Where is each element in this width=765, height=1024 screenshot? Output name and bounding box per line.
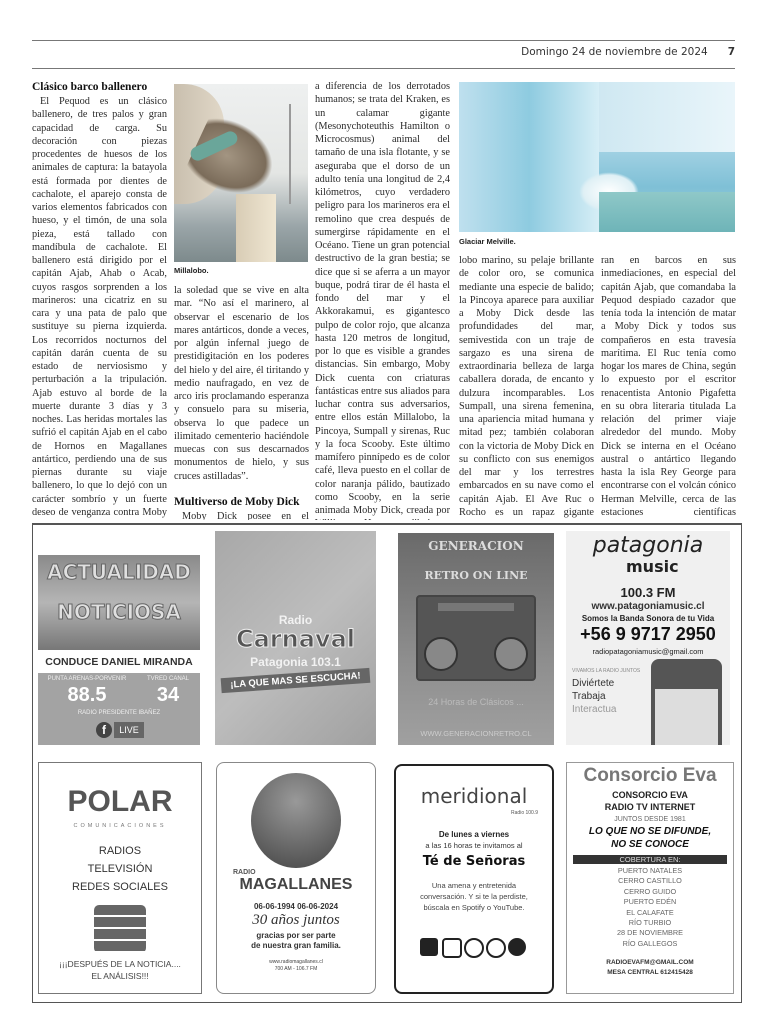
photo-caption: Millalobo. [174,266,209,275]
column-3 [315,80,450,520]
ad-slogan: ¡LA QUE MAS SE ESCUCHA! [221,668,371,693]
ad-title: ACTUALIDAD [47,560,191,584]
ad-text: COBERTURA EN: [573,855,727,864]
ad-text: conversación. Y si te la perdiste, [420,892,528,901]
ad-logo: MAGALLANES [239,876,353,893]
ad-text: EL ANÁLISIS!!! [91,971,149,981]
ad-logo: meridional [420,784,528,808]
ad-generacion-retro[interactable] [398,533,554,745]
place: CERRO GUIDO [623,886,677,896]
ad-text: ¡¡¡DESPUÉS DE LA NOTICIA.... [59,959,181,969]
ad-text: Patagonia 103.1 [250,655,341,669]
ad-polar-comunicaciones[interactable] [38,762,202,994]
ship-logo-icon [251,773,341,868]
ad-text: a las 16 horas te invitamos al [425,841,523,850]
ad-consorcio-eva[interactable] [566,762,734,994]
ad-patagonia-music[interactable] [566,531,730,745]
photo-caption: Glaciar Melville. [459,237,516,246]
spotify-icon [486,938,506,958]
glacier-photo [459,82,735,232]
ad-channel: 34 [156,684,180,706]
ad-text: RADIOS [98,845,142,857]
ad-text: 06-06-1994 06-06-2024 [253,902,339,911]
youtube-icon [508,938,526,956]
ad-text: COMUNICACIONES [73,823,167,829]
ad-text: Trabaja [572,691,606,702]
place: PUERTO NATALES [617,866,683,875]
coverage-list [567,866,733,949]
page-number: 7 [727,46,735,58]
paragraph: Moby Dick posee en el [182,510,309,520]
whatsapp-icon [464,938,484,958]
column-4 [459,254,594,520]
ad-phone: +56 9 9717 2950 [580,624,716,644]
ad-text: gracias por ser parte [256,931,336,940]
place: RÍO GALLEGOS [622,938,678,948]
ad-text: VIVAMOS LA RADIO JUNTOS [572,668,641,674]
ad-text: Radio 100.9 [511,810,538,816]
ad-email: RADIOEVAFM@GMAIL.COM [606,959,694,966]
ad-radio-carnaval[interactable] [215,531,376,745]
ad-logo: POLAR [67,785,173,818]
section-heading: Clásico barco ballenero [32,81,148,93]
ad-url: WWW.GENERACIONRETRO.CL [420,729,532,738]
ad-frequency: 100.3 FM [620,585,676,600]
ad-slogan: NO SE CONOCE [611,839,689,850]
ad-logo: Carnaval [236,625,355,653]
ad-text: De lunes a viernes [438,830,510,839]
paragraph: la soledad que se vive en alta mar. “No así el marinero, al observar el escenario de los mares antárticos, donde a veces, por algún infernal juego de prestidigitación en los poderes del hielo y del aire, él tiritando y medio naufragado, en vez de arco iris proclamando esperanza y consuelo para su miseria, observa lo que padece un ilimitado cementerio haciéndole muecas con sus descarnados monumentos de hielo, y sus cruces astilladas”. [174,285,309,482]
ad-text: 700 AM - 106.7 FM [274,966,318,972]
ad-text: de nuestra gran familia. [251,941,341,950]
ad-logo: music [626,557,679,576]
ad-phone: MESA CENTRAL 612415428 [607,969,693,976]
ad-show-title: Té de Señoras [422,854,526,869]
place: RÍO TURBIO [628,918,672,928]
phone-mockup [651,659,722,745]
column-1 [32,80,167,520]
ad-text: Una amena y entretenida [431,881,517,890]
ad-url: www.radiomagallanes.cl [269,959,323,965]
header-rule [32,68,735,69]
ad-radio-meridional[interactable] [394,764,554,994]
paragraph: lobo marino, su pelaje brillante de color oro, se comunica mediante una especie de balido; la Pincoya aparece para auxiliar a Moby Dick desde las profundidades del mar, semivestida con un traje de sargazo es una sirena de extraordinaria belleza de larga caballera dorada, de encanto y dulzura incomparables. Los Sumpall, una sirena femenina, una apariencia mitad humana y mitad pez; también colaboran con la victoria de Moby Dick en su conflicto con sus enemigos del mar y los terrestres embarcados en su nave como el capitán Ajab. El Ave Ruc o Rocho es un rapaz gigante [459,255,594,518]
top-rule [32,40,735,41]
facebook-icon [420,938,438,956]
ad-text: PUNTA ARENAS-PORVENIR [47,676,127,682]
facebook-icon: f [96,722,112,738]
instagram-icon [442,938,462,958]
ad-text: REDES SOCIALES [72,881,168,893]
millalobo-photo [174,84,308,262]
ad-frequency: 88.5 [67,684,107,706]
ad-text: 24 Horas de Clásicos ... [428,697,524,707]
ad-url: www.patagoniamusic.cl [591,601,705,612]
place: PUERTO EDÉN [623,897,677,907]
live-badge: LIVE [114,722,144,738]
paragraph: El Pequod es un clásico ballenero, de tres palos y gran capacidad de carga. Su decoración con piezas procedentes de huesos de los animales de captura: la batayola está formada por dientes de cachalote, el aparejo consta de varios elementos fabricados con hueso, y el timón, de una sola pieza, está tallado con mandíbula de cachalote. El ballenero está dirigido por el capitán Ajab, Ahab o Acab, cuyos rasgos sorprenden a los marineros: una cicatriz en su cara y una pata de palo que sustituye su pierna izquierda. Los recorridos nocturnos del capitán darán cuenta de su estado de nerviosismo y perturbación a la tripulación. Ajab estuvo al borde de la muerte durante 3 días y 3 noches. Las heridas mortales las sufrió el capitán Ajab en el cabo de Hornos en Magallanes antártico, perdiendo una de sus piernas durante su viaje ballenero, lo que lo dejó con un carácter sombrío y un fuerte deseo de venganza contra Moby [32,96,167,518]
paragraph: ran en barcos en sus inmediaciones, en especial del capitán Ajab, que comandaba la Pequod despiado cazador que tenía toda la intención de matar a Moby Dick y todos sus compañeros en esta travesía marítima. El Ruc tenía como hogar los mares de China, según lo expuesto por el escritor renacentista Antonio Pigafetta en su obra literaria titulada La relación del primer viaje alrededor del mundo. Moby Dick se interna en el Océano austral o antártico llegando hasta la isla Rey George para encontrarse con el volcán cónico Herman Melville, cerca de las estaciones científicas [601,255,736,518]
ad-logo: patagonia [592,533,704,558]
ad-email: radiopatagoniamusic@gmail.com [592,647,704,656]
column-2 [174,284,309,520]
ad-text: Diviértete [572,678,615,689]
ad-text: búscala en Spotify o YouTube. [423,903,525,912]
ad-logo: Consorcio Eva [583,765,717,786]
ad-text: TVRED CANAL [146,676,189,682]
boombox-icon [416,595,536,681]
place: CERRO CASTILLO [618,876,682,886]
ad-text: TELEVISIÓN [87,863,153,875]
ad-actualidad-noticiosa[interactable] [38,530,200,745]
place: EL CALAFATE [626,907,674,917]
social-icons [94,905,146,953]
ad-slogan: Somos la Banda Sonora de tu Vida [581,614,715,623]
ad-text: JUNTOS DESDE 1981 [614,816,686,823]
date: Domingo 24 de noviembre de 2024 [521,46,708,58]
paragraph: a diferencia de los derrotados humanos; se trata del Kraken, es un calamar gigante (Mesonychoteuthis Hamilton o Microcosmus) animal del tamaño de una isla flotante, y se aseguraba que el dorso de un adulto tenía una longitud de 2,4 kilómetros, cuyo verdadero peligro para los marineros era el remolino que crea después de sumergirse rápidamente en el Océano. Tiene un gran potencial destructivo de la gran bestia; se dice que si se aferra a un mayor buque, podrá tirar de él hasta el fondo del mar y el Akkorakamui, es gigantesco pulpo de color rojo, que alcanza hasta 120 metros de longitud, por lo que es visible a grandes distancias. Sin embargo, Moby Dick cuenta con criaturas fantásticas entre sus aliados para luchar contra sus adversarios, entre ellos están Millalobo, la Pincoya, Sumpall y sirenas, Ruc y la foca Scooby. Este último mamífero pinnípedo es de color café, lleva puesto en el collar de color naranja pálido, bautizado como Scooby, en la serie animada Moby Dick, creada por [315,81,450,516]
ad-title: NOTICIOSA [57,600,181,624]
ad-title: GENERACION [428,539,524,553]
section-heading: Multiverso de Moby Dick [174,495,300,508]
ad-text: RADIO PRESIDENTE IBAÑEZ [77,710,161,716]
ad-title: RETRO ON LINE [424,569,528,582]
ad-text: Radio [278,613,313,627]
ad-text: RADIO TV INTERNET [604,802,696,812]
ad-radio-magallanes[interactable] [216,762,376,994]
place: 28 DE NOVIEMBRE [616,928,684,938]
ad-slogan: LO QUE NO SE DIFUNDE, [588,826,712,837]
ad-host: CONDUCE DANIEL MIRANDA [45,656,193,668]
column-5 [601,254,736,520]
ad-text: RADIO [233,869,256,876]
ad-text: CONSORCIO EVA [612,790,688,800]
ad-text: Interactua [572,704,617,715]
ad-text: 30 años juntos [252,912,340,928]
page-header [521,46,735,58]
